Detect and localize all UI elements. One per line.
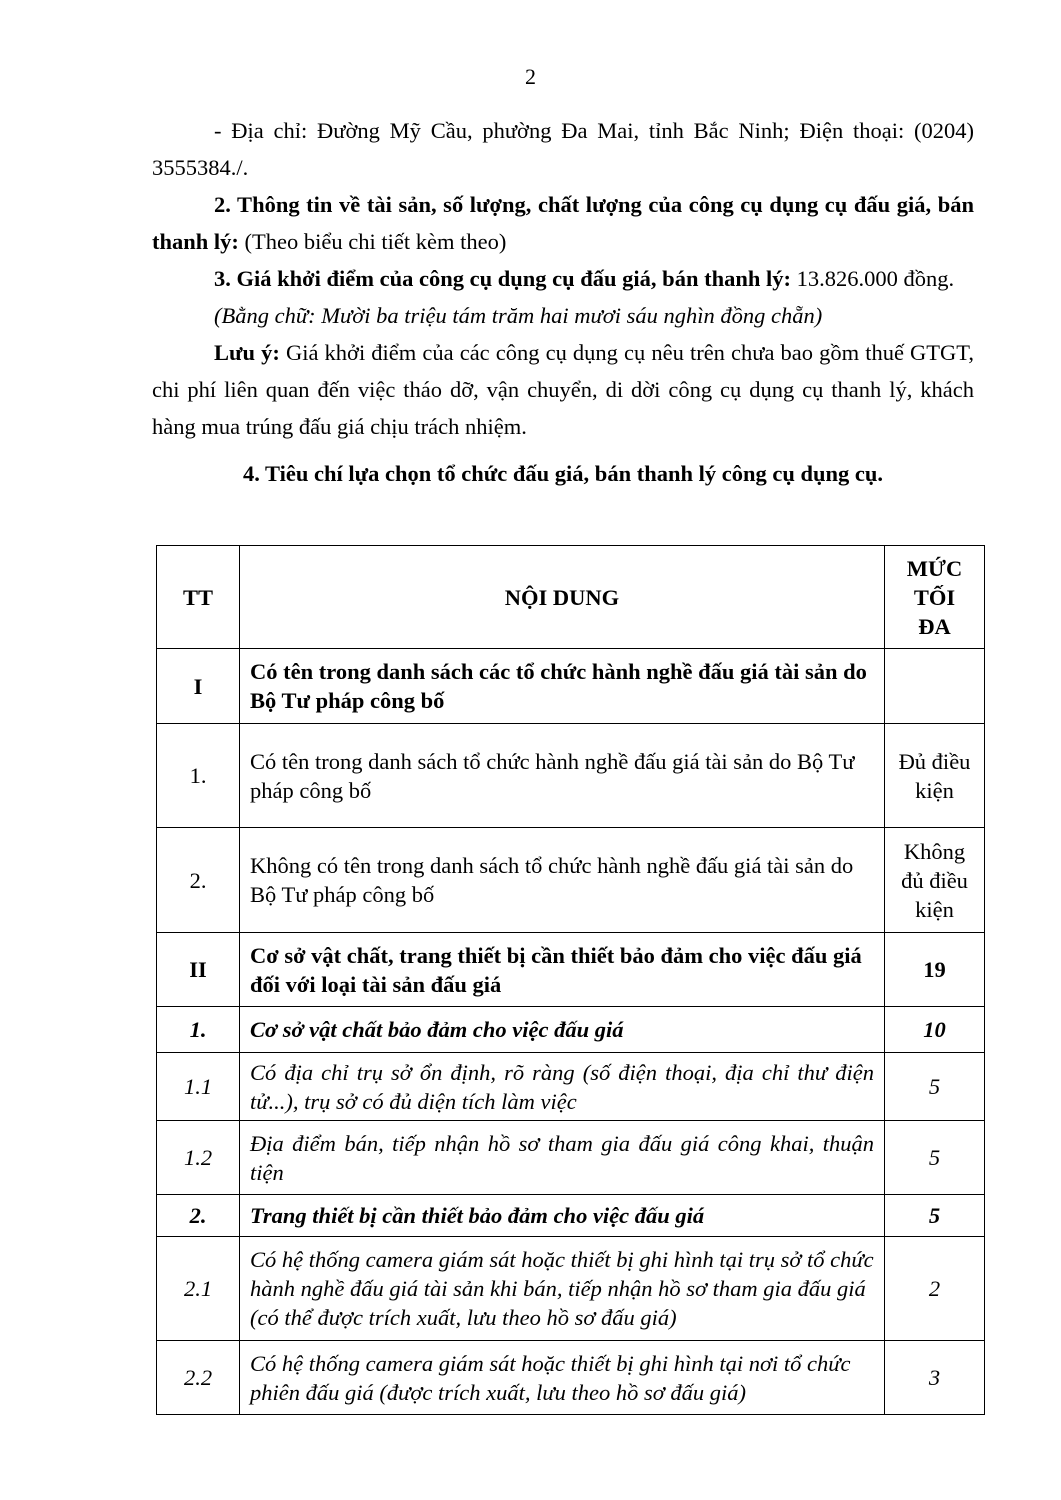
row-tt: 1.2 — [157, 1121, 240, 1195]
row-tt: 1. — [157, 724, 240, 828]
table-row — [157, 1195, 985, 1237]
row-tt: I — [157, 649, 240, 724]
row-score — [885, 649, 985, 724]
row-tt: 2.2 — [157, 1341, 240, 1415]
row-tt: 2.1 — [157, 1237, 240, 1341]
table-row — [157, 933, 985, 1007]
header-tt: TT — [157, 546, 240, 649]
row-tt: 2. — [157, 1195, 240, 1237]
section-3 — [152, 260, 974, 297]
section-3-text: 13.826.000 đồng. — [790, 266, 955, 291]
row-content: Có hệ thống camera giám sát hoặc thiết bị ghi hình tại trụ sở tổ chức hành nghề đấu giá tài sản khi bán, tiếp nhận hồ sơ tham gia đấu giá (có thể được trích xuất, lưu theo hồ sơ đấu giá) — [240, 1237, 885, 1341]
table-row — [157, 1237, 985, 1341]
criteria-table — [156, 545, 985, 1415]
amount-in-words: (Bằng chữ: Mười ba triệu tám trăm hai mươi sáu nghìn đồng chẵn) — [214, 303, 823, 328]
section-4-heading: 4. Tiêu chí lựa chọn tổ chức đấu giá, bán thanh lý công cụ dụng cụ. — [242, 461, 884, 486]
section-2-heading: 2. Thông tin về tài sản, số lượng, chất lượng của công cụ dụng cụ đấu giá, bán thanh lý: — [152, 192, 974, 254]
row-tt: 1. — [157, 1007, 240, 1053]
table-row — [157, 828, 985, 933]
row-score: 2 — [885, 1237, 985, 1341]
row-score: 5 — [885, 1053, 985, 1121]
table-row — [157, 1121, 985, 1195]
row-score: 10 — [885, 1007, 985, 1053]
document-body — [152, 112, 974, 492]
row-score: 3 — [885, 1341, 985, 1415]
row-score: 19 — [885, 933, 985, 1007]
address-line: - Địa chỉ: Đường Mỹ Cầu, phường Đa Mai, tỉnh Bắc Ninh; Điện thoại: (0204) 3555384./. — [152, 118, 974, 180]
row-content: Cơ sở vật chất bảo đảm cho việc đấu giá — [240, 1007, 885, 1053]
row-content: Cơ sở vật chất, trang thiết bị cần thiết bảo đảm cho việc đấu giá đối với loại tài sản đấu giá — [240, 933, 885, 1007]
section-3-heading: 3. Giá khởi điểm của công cụ dụng cụ đấu giá, bán thanh lý: — [214, 266, 791, 291]
section-2-text: (Theo biểu chi tiết kèm theo) — [238, 229, 507, 254]
row-score: 5 — [885, 1195, 985, 1237]
table-row — [157, 1341, 985, 1415]
table-row — [157, 724, 985, 828]
row-score: Đủ điều kiện — [885, 724, 985, 828]
table-header-row — [157, 546, 985, 649]
row-score: Không đủ điều kiện — [885, 828, 985, 933]
row-tt: 2. — [157, 828, 240, 933]
row-content: Trang thiết bị cần thiết bảo đảm cho việc đấu giá — [240, 1195, 885, 1237]
table-row — [157, 1053, 985, 1121]
row-content: Có hệ thống camera giám sát hoặc thiết bị ghi hình tại nơi tổ chức phiên đấu giá (được trích xuất, lưu theo hồ sơ đấu giá) — [240, 1341, 885, 1415]
note — [152, 334, 974, 445]
section-2 — [152, 186, 974, 260]
header-content: NỘI DUNG — [240, 546, 885, 649]
page-number: 2 — [525, 64, 536, 89]
note-text: Giá khởi điểm của các công cụ dụng cụ nêu trên chưa bao gồm thuế GTGT, chi phí liên quan đến việc tháo dỡ, vận chuyển, di dời công cụ dụng cụ thanh lý, khách hàng mua trúng đấu giá chịu trách nhiệm. — [152, 340, 975, 439]
row-score: 5 — [885, 1121, 985, 1195]
note-label: Lưu ý: — [214, 340, 280, 365]
row-content: Có tên trong danh sách các tổ chức hành nghề đấu giá tài sản do Bộ Tư pháp công bố — [240, 649, 885, 724]
header-max-score: MỨC TỐI ĐA — [885, 546, 985, 649]
row-content: Địa điểm bán, tiếp nhận hồ sơ tham gia đấu giá công khai, thuận tiện — [240, 1121, 885, 1195]
row-content: Không có tên trong danh sách tổ chức hành nghề đấu giá tài sản do Bộ Tư pháp công bố — [240, 828, 885, 933]
row-content: Có tên trong danh sách tổ chức hành nghề đấu giá tài sản do Bộ Tư pháp công bố — [240, 724, 885, 828]
row-tt: II — [157, 933, 240, 1007]
table-row — [157, 649, 985, 724]
row-content: Có địa chỉ trụ sở ổn định, rõ ràng (số điện thoại, địa chỉ thư điện tử...), trụ sở có đủ diện tích làm việc — [240, 1053, 885, 1121]
table-row — [157, 1007, 985, 1053]
row-tt: 1.1 — [157, 1053, 240, 1121]
